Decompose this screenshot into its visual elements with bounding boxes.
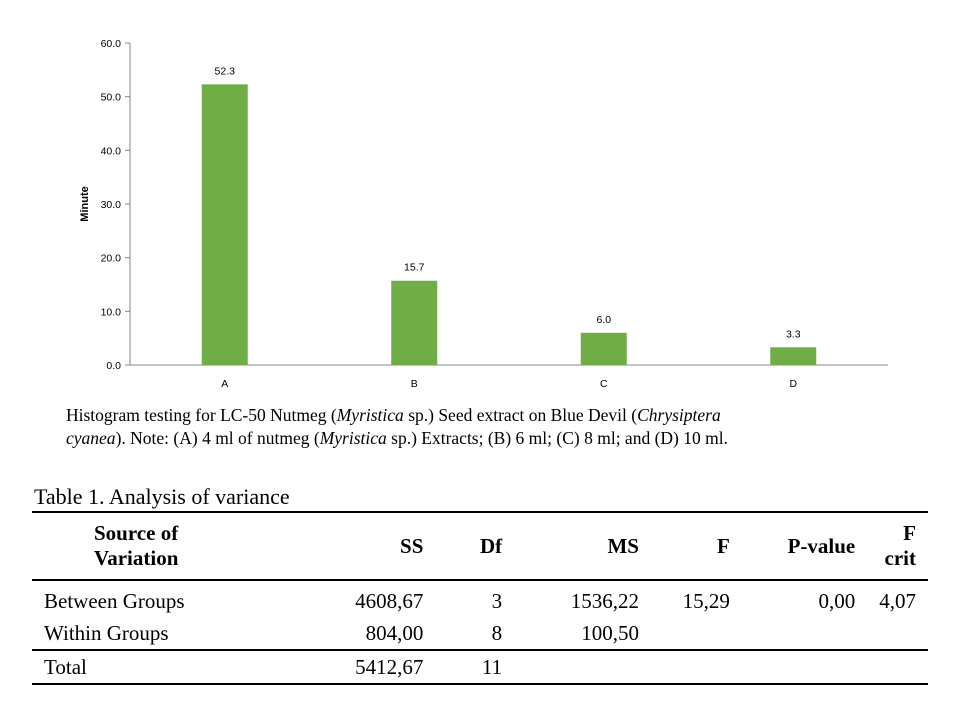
data-label: 6.0 [596, 313, 612, 326]
x-tick-label: C [599, 378, 608, 390]
cell-f: 15,29 [682, 589, 730, 613]
cell-source: Between Groups [44, 589, 185, 613]
y-tick-label: 20.0 [100, 252, 121, 265]
data-label: 3.3 [785, 328, 801, 341]
y-tick-label: 60.0 [100, 38, 121, 50]
cell-f-crit [867, 617, 928, 650]
header-df: Df [435, 512, 514, 580]
data-label: 15.7 [404, 261, 425, 274]
header-ss: SS [316, 512, 436, 580]
caption-text: sp.) Extracts; (B) 6 ml; (C) 8 ml; and (D) 10 ml. [386, 428, 728, 448]
y-axis [101, 38, 130, 372]
bar-b [391, 281, 437, 365]
y-tick-label: 30.0 [100, 199, 121, 211]
header-f: F [651, 512, 742, 580]
table-row [32, 617, 928, 650]
cell-ss: 5412,67 [316, 650, 436, 684]
data-labels [215, 65, 801, 340]
header-p-value: P-value [742, 512, 867, 580]
table-header-row [32, 512, 928, 580]
y-tick-label: 10.0 [100, 306, 121, 319]
x-axis [130, 365, 888, 390]
x-tick-label: A [221, 378, 229, 390]
header-source: Source of Variation [32, 512, 316, 580]
cell-ms: 100,50 [581, 621, 639, 645]
cell-source: Total [32, 650, 316, 684]
cell-ss: 4608,67 [355, 589, 424, 613]
cell-f-crit: 4,07 [879, 589, 916, 613]
cell-ms: 1536,22 [570, 589, 639, 613]
caption-species: cyanea [66, 428, 116, 448]
caption-text: Histogram testing for LC-50 Nutmeg ( [66, 405, 337, 425]
cell-df: 3 [491, 589, 503, 613]
cell-f [651, 617, 742, 650]
cell-p-value: 0,00 [818, 589, 856, 613]
bar-d [770, 347, 816, 365]
y-axis-label: Minute [79, 186, 91, 222]
table-total-row [32, 650, 928, 684]
bar-a [202, 84, 248, 365]
caption-genus: Chrysiptera [637, 405, 721, 425]
x-tick-label: D [789, 378, 798, 390]
cell-df: 11 [435, 650, 514, 684]
table-title: Table 1. Analysis of variance [34, 484, 290, 509]
y-tick-label: 50.0 [100, 91, 121, 104]
cell-df: 8 [491, 621, 503, 645]
bar-c [581, 333, 627, 365]
caption-text: ). Note: (A) 4 ml of nutmeg ( [115, 428, 320, 448]
table-row [32, 580, 928, 617]
cell-p-value [742, 617, 867, 650]
cell-source: Within Groups [44, 621, 169, 645]
caption-text: sp.) Seed extract on Blue Devil ( [403, 405, 638, 425]
y-tick-label: 40.0 [100, 145, 121, 158]
y-tick-label: 0.0 [106, 360, 121, 372]
bars [202, 84, 817, 365]
header-f-crit: F crit [867, 512, 928, 580]
x-tick-label: B [410, 378, 418, 390]
figure-caption [66, 404, 886, 450]
header-ms: MS [514, 512, 651, 580]
caption-genus: Myristica [319, 428, 387, 448]
anova-table [32, 511, 928, 685]
cell-ss: 804,00 [365, 621, 424, 645]
caption-genus: Myristica [336, 405, 404, 425]
data-label: 52.3 [214, 65, 235, 78]
